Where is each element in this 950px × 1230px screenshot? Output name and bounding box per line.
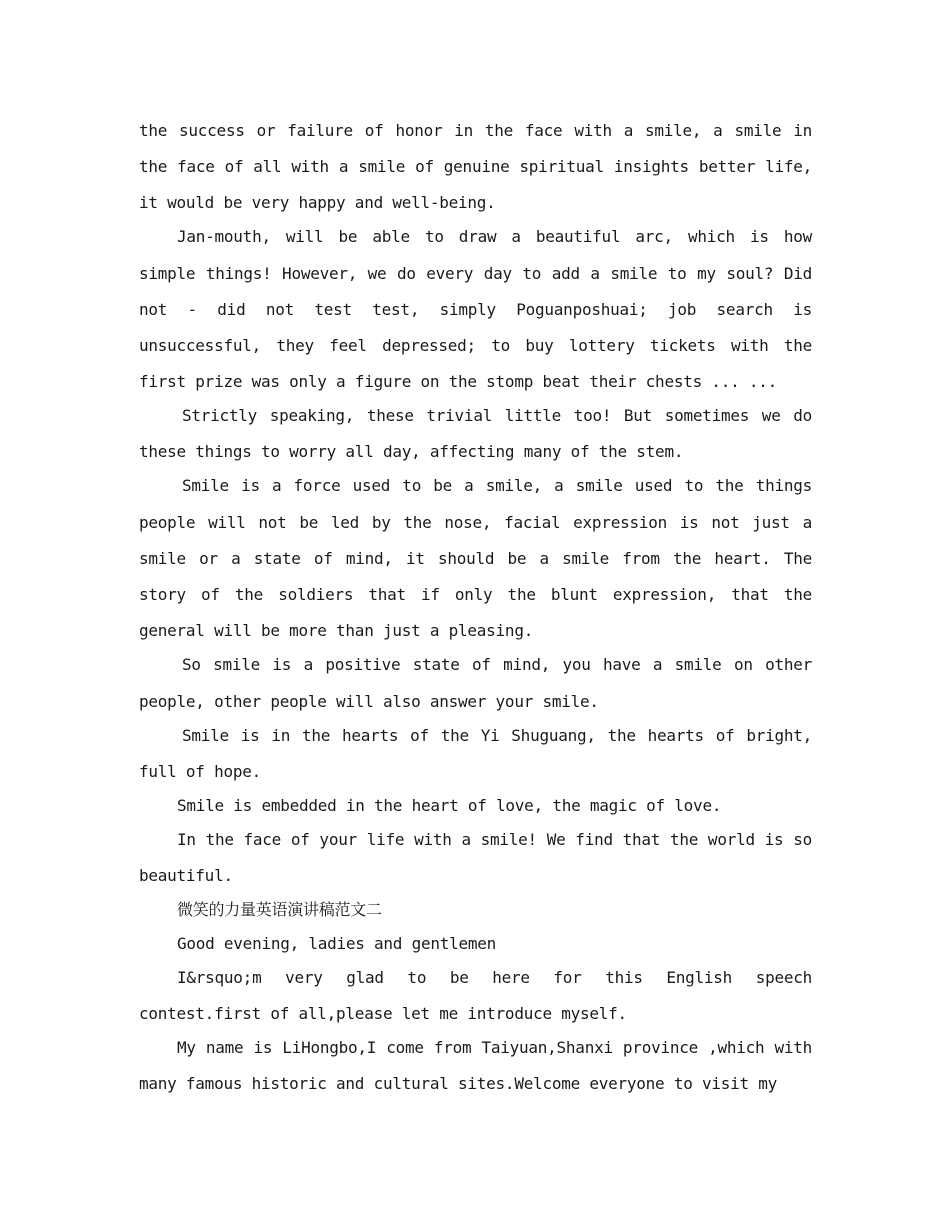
paragraph-hearts-of-shuguang: Smile is in the hearts of the Yi Shuguang, the hearts of bright, full of hope. [139, 725, 812, 781]
paragraph-face-your-life: In the face of your life with a smile! We find that the world is so beautiful. [139, 829, 812, 885]
paragraph-jan-mouth: Jan-mouth, will be able to draw a beautiful arc, which is how simple things! However, we do every day to add a smile to my soul? Did not - did not test test, simply Poguanposhuai; job search is unsuccessful, they feel depressed; to buy lottery tickets with the first prize was only a figure on the stomp beat their chests ... ... [139, 227, 812, 392]
section-heading-sample-two: 微笑的力量英语演讲稿范文二 [177, 899, 382, 919]
paragraph-smile-is-a-force: Smile is a force used to be a smile, a smile used to the things people will not be led by the nose, facial expression is not just a smile or a state of mind, it should be a smile from the heart. The story of the soldiers that if only the blunt expression, that the general will be more than just a pleasing. [139, 476, 812, 641]
paragraph-greeting: Good evening, ladies and gentlemen [177, 933, 497, 953]
paragraph-my-name: My name is LiHongbo,I come from Taiyuan,Shanxi province ,which with many famous historic and cultural sites.Welcome everyone to visit my [139, 1038, 812, 1094]
document-body [139, 113, 812, 1103]
paragraph-embedded-love: Smile is embedded in the heart of love, the magic of love. [177, 795, 722, 815]
paragraph-introduction: I&rsquo;m very glad to be here for this English speech contest.first of all,please let me introduce myself. [139, 968, 812, 1024]
paragraph-positive-state: So smile is a positive state of mind, you have a smile on other people, other people will also answer your smile. [139, 655, 812, 711]
paragraph-strictly-speaking: Strictly speaking, these trivial little too! But sometimes we do these things to worry all day, affecting many of the stem. [139, 406, 812, 462]
paragraph-continuation: the success or failure of honor in the face with a smile, a smile in the face of all with a smile of genuine spiritual insights better life, it would be very happy and well-being. [139, 121, 812, 213]
